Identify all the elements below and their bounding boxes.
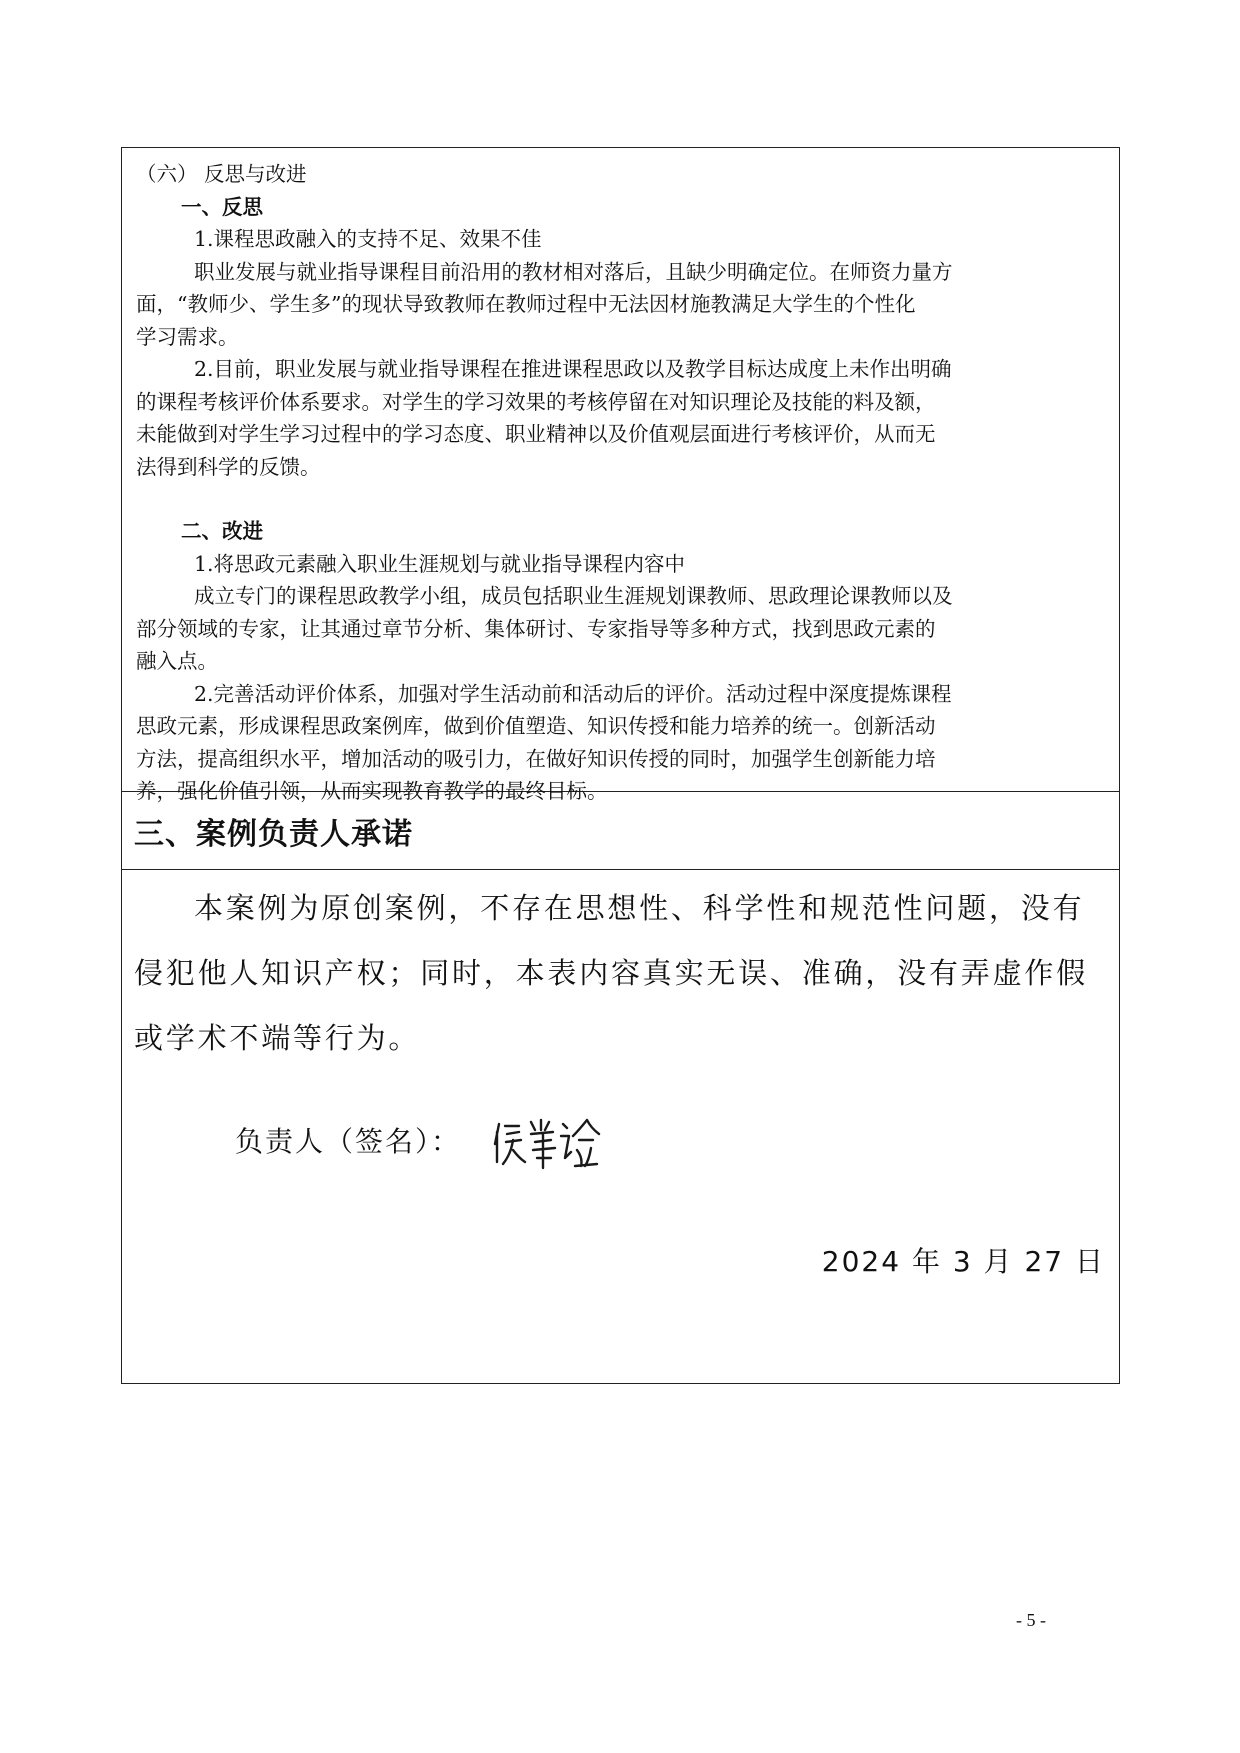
reflection-item2-line: 2.目前，职业发展与就业指导课程在推进课程思政以及教学目标达成度上未作出明确 xyxy=(194,357,952,381)
reflection-cell xyxy=(122,148,1119,803)
reflection-item1-title: 1.课程思政融入的支持不足、效果不佳 xyxy=(194,227,542,251)
pledge-cell xyxy=(122,870,1119,1383)
improvement-item2-line: 养，强化价值引领，从而实现教育教学的最终目标。 xyxy=(136,779,608,803)
improvement-item1-line: 成立专门的课程思政教学小组，成员包括职业生涯规划课教师、思政理论课教师以及 xyxy=(194,584,953,608)
improvement-item2-line: 方法，提高组织水平，增加活动的吸引力，在做好知识传授的同时，加强学生创新能力培 xyxy=(136,746,936,771)
improvement-title: 二、改进 xyxy=(181,519,263,543)
reflection-item2-line: 未能做到对学生学习过程中的学习态度、职业精神以及价值观层面进行考核评价，从而无 xyxy=(136,422,936,446)
signature-label: 负责人（签名）： xyxy=(235,1125,462,1158)
pledge-date: 2024 年 3 月 27 日 xyxy=(821,1245,1105,1278)
handwritten-signature xyxy=(491,1114,601,1170)
reflection-item1-line: 学习需求。 xyxy=(136,324,239,349)
improvement-item1-title: 1.将思政元素融入职业生涯规划与就业指导课程内容中 xyxy=(194,551,686,576)
improvement-item2-line: 思政元素，形成课程思政案例库，做到价值塑造、知识传授和能力培养的统一。创新活动 xyxy=(136,714,936,738)
pledge-heading: 三、案例负责人承诺 xyxy=(134,816,413,852)
reflection-item1-line: 职业发展与就业指导课程目前沿用的教材相对落后，且缺少明确定位。在师资力量方 xyxy=(194,259,953,284)
pledge-text: 本案例为原创案例，不存在思想性、科学性和规范性问题，没有侵犯他人知识产权；同时，本表内容真实无误、准确，没有弄虚作假或学术不端等行为。 xyxy=(134,891,1089,1055)
reflection-item2-line: 的课程考核评价体系要求。对学生的学习效果的考核停留在对知识理论及技能的料及额， xyxy=(136,389,936,414)
improvement-item1-line: 部分领域的专家，让其通过章节分析、集体研讨、专家指导等多种方式，找到思政元素的 xyxy=(136,616,936,641)
improvement-item1-line: 融入点。 xyxy=(136,649,218,673)
section-label: （六） 反思与改进 xyxy=(136,162,307,186)
reflection-title: 一、反思 xyxy=(181,194,263,219)
reflection-item1-line: 面，“教师少、学生多”的现状导致教师在教师过程中无法因材施教满足大学生的个性化 xyxy=(136,292,916,316)
improvement-item2-line: 2.完善活动评价体系，加强对学生活动前和活动后的评价。活动过程中深度提炼课程 xyxy=(194,681,952,706)
reflection-item2-line: 法得到科学的反馈。 xyxy=(136,454,321,479)
document-table xyxy=(121,147,1120,1384)
signature-line xyxy=(235,1110,601,1170)
page-number: - 5 - xyxy=(1016,1610,1046,1630)
